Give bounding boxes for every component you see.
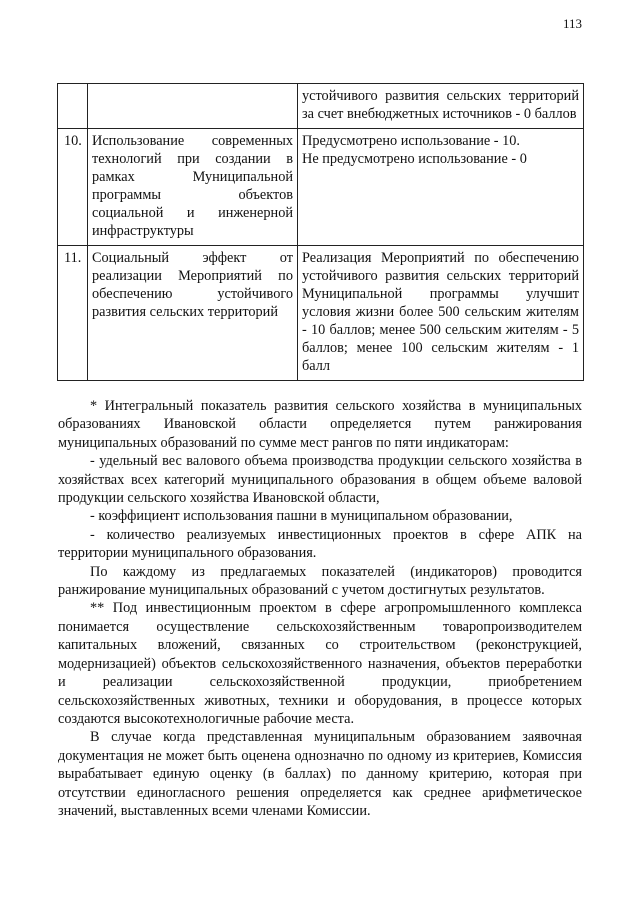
table-row (58, 84, 584, 129)
criteria-table (57, 83, 584, 381)
criterion-cell (88, 84, 298, 129)
score-cell: Реализация Мероприятий по обеспечению устойчивого развития сельских территорий Муниципальной программы улучшит условия жизни более 500 сельским жителям - 10 баллов; менее 500 сельским жителям - 5 баллов; менее 100 сельским жителям - 1 балл (298, 246, 584, 381)
note-paragraph: По каждому из предлагаемых показателей (индикаторов) проводится ранжирование муниципальных образований с учетом достигнутых результатов. (58, 563, 582, 599)
note-paragraph: В случае когда представленная муниципальным образованием заявочная документация не может быть оценена однозначно по одному из критериев, Комиссия вырабатывает единую оценку (в баллах) по данному критерию, которая при отсутствии единогласного решения определяется как среднее арифметическое значений, выставленных всеми членами Комиссии. (58, 729, 582, 819)
table-row (58, 246, 584, 381)
note-paragraph: - количество реализуемых инвестиционных проектов в сфере АПК на территории муниципального образования. (58, 526, 582, 562)
row-number: 11. (58, 246, 88, 381)
score-line: Предусмотрено использование - 10. (302, 133, 521, 149)
note-paragraph: - удельный вес валового объема производства продукции сельского хозяйства в хозяйствах всех категорий муниципального образования в общем объеме валовой продукции сельского хозяйства Ивановской области, (58, 453, 582, 507)
note-paragraph: * Интегральный показатель развития сельского хозяйства в муниципальных образованиях Ивановской области определяется путем ранжирования муниципальных образований по сумме мест рангов по пяти индикаторам: (58, 398, 582, 451)
row-number (58, 84, 88, 129)
criterion-cell: Социальный эффект от реализации Мероприятий по обеспечению устойчивого развития сельских территорий (88, 246, 298, 381)
page-number: 113 (562, 16, 582, 31)
notes-section (58, 397, 582, 820)
row-number: 10. (58, 129, 88, 246)
score-line: Не предусмотрено использование - 0 (302, 151, 527, 167)
criterion-cell: Использование современных технологий при создании в рамках Муниципальной программы объектов социальной и инженерной инфраструктуры (88, 129, 298, 246)
score-cell: устойчивого развития сельских территорий за счет внебюджетных источников - 0 баллов (298, 84, 584, 129)
note-paragraph: - коэффициент использования пашни в муниципальном образовании, (90, 508, 513, 525)
score-cell (298, 129, 584, 246)
table-row (58, 129, 584, 246)
note-paragraph: ** Под инвестиционным проектом в сфере агропромышленного комплекса понимается осуществление сельскохозяйственным товаропроизводителем капитальных вложений, связанных со строительством (реконструкцией, модернизацией) объектов сельскохозяйственного назначения, объектов переработки и реализации сельскохозяйственной продукции, приобретением сельскохозяйственных животных, техники и оборудования, в процессе которых создаются высокотехнологичные рабочие места. (58, 600, 582, 727)
